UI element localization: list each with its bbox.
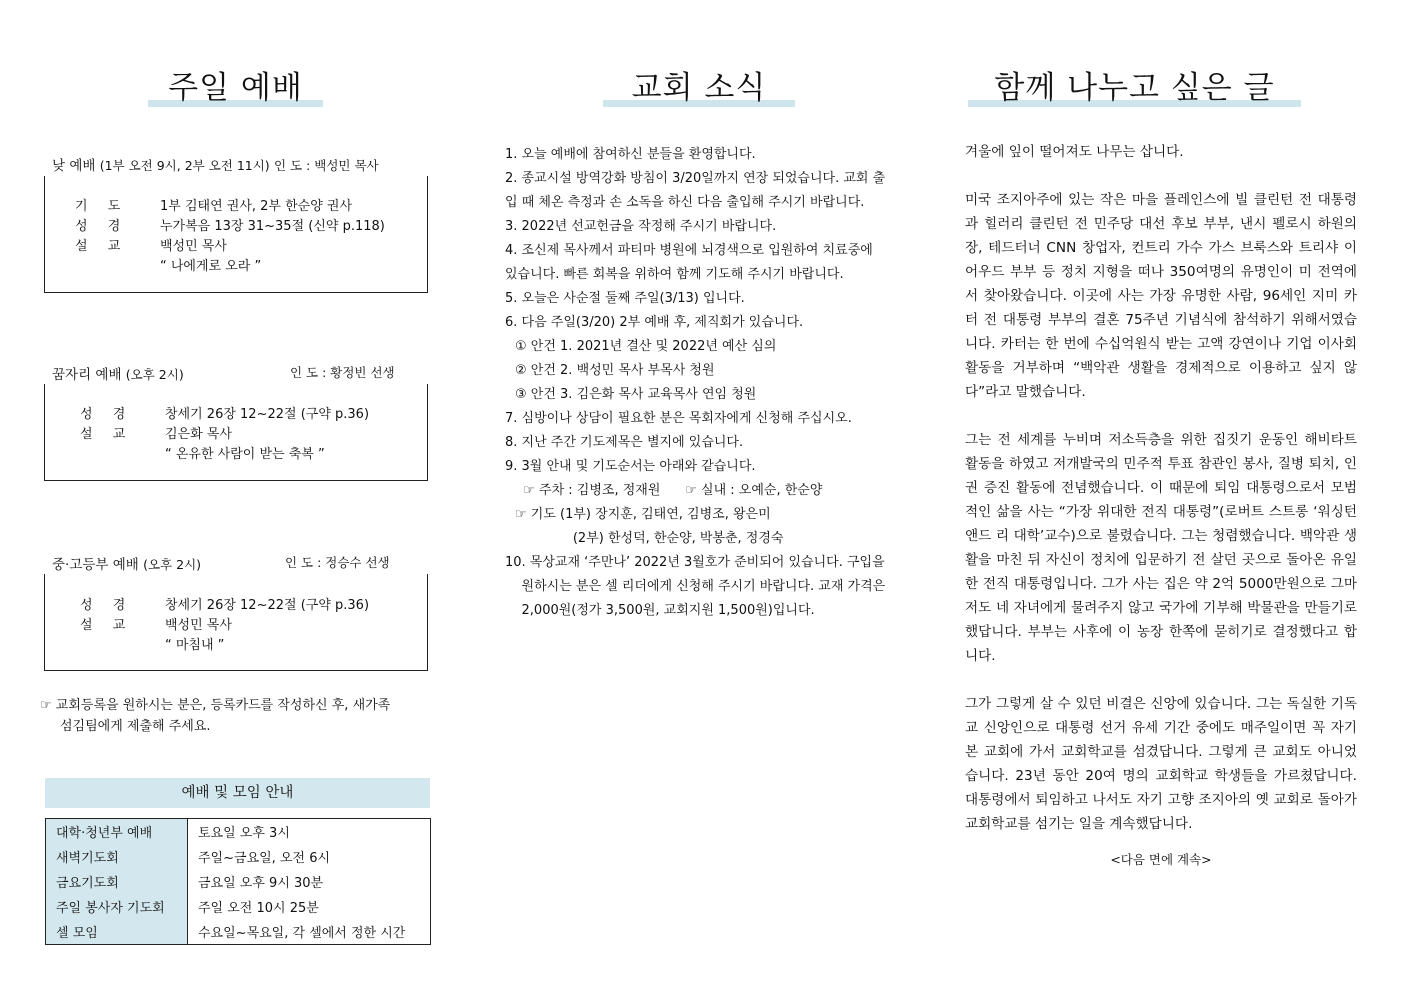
share-article — [965, 140, 1357, 872]
list-item: 2. 종교시설 방역강화 방침이 3/20일까지 연장 되었습니다. 교회 출 — [505, 171, 886, 186]
table-row — [46, 869, 431, 894]
guide-name: 새벽기도회 — [46, 844, 188, 869]
list-item: 9. 3월 안내 및 기도순서는 아래와 같습니다. — [505, 459, 756, 474]
list-item: ② 안건 2. 백성민 목사 부목사 청원 — [515, 363, 715, 378]
guide-name: 대학·청년부 예배 — [46, 819, 188, 845]
list-item: 6. 다음 주일(3/20) 2부 예배 후, 제직회가 있습니다. — [505, 315, 804, 330]
guide-name: 금요기도회 — [46, 869, 188, 894]
day-sermon-title: “ 나에게로 오라 ” — [160, 259, 262, 274]
registration-notice — [40, 695, 440, 737]
notice-line-1: ☞ 교회등록을 원하시는 분은, 등록카드를 작성하신 후, 새가족 — [40, 698, 391, 713]
guide-name: 주일 봉사자 기도회 — [46, 894, 188, 919]
list-item: 3. 2022년 선교헌금을 작정해 주시기 바랍니다. — [505, 219, 777, 234]
worship-heading — [148, 62, 323, 107]
list-item: 1. 오늘 예배에 참여하신 분들을 환영합니다. — [505, 147, 756, 162]
notice-line-2: 섬김팀에게 제출해 주세요. — [60, 719, 211, 734]
guide-time: 토요일 오후 3시 — [188, 819, 431, 845]
kids-scripture-label: 성 경 — [80, 407, 134, 422]
day-sermon-label: 설 교 — [75, 239, 129, 254]
list-item: ③ 안건 3. 김은화 목사 교육목사 연임 청원 — [515, 387, 757, 402]
list-item: 원하시는 분은 셀 리더에게 신청해 주시기 바랍니다. 교재 가격은 — [505, 579, 886, 594]
guide-name: 셀 모임 — [46, 919, 188, 945]
table-row — [46, 894, 431, 919]
list-item: 7. 심방이나 상담이 필요한 분은 목회자에게 신청해 주십시오. — [505, 411, 852, 426]
guide-title: 예배 및 모임 안내 — [45, 778, 430, 808]
list-item: 2,000원(정가 3,500원, 교회지원 1,500원)입니다. — [505, 603, 815, 618]
table-row — [46, 819, 431, 845]
list-item: 8. 지난 주간 기도제목은 별지에 있습니다. — [505, 435, 744, 450]
kids-sermon-title: “ 온유한 사람이 받는 축복 ” — [165, 447, 325, 462]
table-row — [46, 844, 431, 869]
day-sermon-value: 백성민 목사 — [160, 239, 227, 254]
share-paragraph: 미국 조지아주에 있는 작은 마을 플레인스에 빌 클린턴 전 대통령과 힐러리 클린턴 전 민주당 대선 후보 부부, 낸시 펠로시 하원의장, 테드터너 CNN 창업자, 컨트리 가수 가스 브룩스와 트리샤 이어우드 부부 등 정치 지형을 떠나 350여명의 유명인이 미 전역에서 찾아왔습니다. 이곳에 사는 가장 유명한 사람, 96세인 지미 카터 전 대통령 부부의 결혼 75주년 기념식에 참석하기 위해서였습니다. 카터는 한 번에 수십억원식 받는 고액 강연이나 기업 이사회 활동을 거부하며 “백악관 생활을 경제적으로 이용하고 싶지 않다”라고 말했습니다. — [965, 192, 1357, 400]
kids-scripture-value: 창세기 26장 12~22절 (구약 p.36) — [165, 407, 370, 422]
news-list — [505, 143, 900, 623]
kids-sermon-label: 설 교 — [80, 427, 134, 442]
youth-service-title: 중·고등부 예배 (오후 2시) 인 도 : 정승수 선생 — [52, 555, 390, 573]
continued-note: <다음 면에 계속> — [1110, 852, 1212, 867]
list-item: 4. 조신제 목사께서 파티마 병원에 뇌경색으로 입원하여 치료중에 — [505, 243, 873, 258]
share-paragraph: 그가 그렇게 살 수 있던 비결은 신앙에 있습니다. 그는 독실한 기독교 신앙인으로 대통령 선거 유세 기간 중에도 매주일이면 꼭 자기 본 교회에 가서 교회학교를 섬겼답니다. 그렇게 큰 교회도 아니었습니다. 23년 동안 20여 명의 교회학교 학생들을 가르쳤답니다. 대통령에서 퇴임하고 나서도 자기 고향 조지아의 옛 교회로 돌아가 교회학교를 섬기는 일을 계속했답니다. — [965, 696, 1357, 832]
list-item: ☞ 주차 : 김병조, 정재원 ☞ 실내 : 오예순, 한순양 — [515, 483, 823, 498]
list-item: ☞ 기도 (1부) 장지훈, 김태연, 김병조, 왕은미 — [515, 507, 771, 522]
table-row — [46, 919, 431, 945]
youth-scripture-value: 창세기 26장 12~22절 (구약 p.36) — [165, 598, 370, 613]
kids-service-title: 꿈자리 예배 (오후 2시) 인 도 : 황정빈 선생 — [52, 365, 395, 383]
youth-scripture-label: 성 경 — [80, 598, 134, 613]
list-item: 5. 오늘은 사순절 둘째 주일(3/13) 입니다. — [505, 291, 745, 306]
youth-sermon-value: 백성민 목사 — [165, 618, 232, 633]
youth-sermon-title: “ 마침내 ” — [165, 638, 225, 653]
youth-sermon-label: 설 교 — [80, 618, 134, 633]
list-item: ① 안건 1. 2021년 결산 및 2022년 예산 심의 — [515, 339, 777, 354]
guide-time: 주일~금요일, 오전 6시 — [188, 844, 431, 869]
guide-time: 주일 오전 10시 25분 — [188, 894, 431, 919]
guide-time: 금요일 오후 9시 30분 — [188, 869, 431, 894]
share-paragraph: 겨울에 잎이 떨어져도 나무는 삽니다. — [965, 144, 1184, 160]
share-paragraph: 그는 전 세계를 누비며 저소득층을 위한 집짓기 운동인 해비타트 활동을 하였고 저개발국의 민주적 투표 참관인 봉사, 질병 퇴치, 인권 증진 활동에 전념했습니다. 이 때문에 퇴임 대통령으로서 모범적인 삶을 사는 “가장 위대한 전직 대통령”(로버트 스트롱 ‘워싱턴 앤드 리 대학’교수)으로 불렸습니다. 그는 청렴했습니다. 백악관 생활을 마친 뒤 자신이 정치에 입문하기 전 살던 곳으로 돌아온 유일한 전직 대통령입니다. 그가 사는 집은 약 2억 5000만원으로 그마저도 네 자녀에게 물려주지 않고 국가에 기부해 박물관을 만들기로 했답니다. 부부는 사후에 이 농장 한쪽에 묻히기로 결정했다고 합니다. — [965, 432, 1357, 664]
guide-time: 수요일~목요일, 각 셀에서 정한 시간 — [188, 919, 431, 945]
day-service-title: 낮 예배 (1부 오전 9시, 2부 오전 11시) 인 도 : 백성민 목사 — [52, 158, 379, 174]
news-heading-text: 교회 소식 — [631, 70, 767, 106]
share-heading-text: 함께 나누고 싶은 글 — [994, 70, 1275, 106]
list-item: 10. 목상교재 ‘주만나’ 2022년 3월호가 준비되어 있습니다. 구입을 — [505, 555, 885, 570]
list-item: 있습니다. 빠른 회복을 위하여 함께 기도해 주시기 바랍니다. — [505, 267, 844, 282]
share-heading — [968, 62, 1301, 107]
kids-sermon-value: 김은화 목사 — [165, 427, 232, 442]
day-scripture-value: 누가복음 13장 31~35절 (신약 p.118) — [160, 219, 385, 234]
guide-table — [45, 818, 431, 945]
worship-heading-text: 주일 예배 — [168, 70, 303, 106]
day-prayer-label: 기 도 — [75, 199, 129, 214]
day-prayer-value: 1부 김태연 권사, 2부 한순양 권사 — [160, 199, 353, 214]
day-scripture-label: 성 경 — [75, 219, 129, 234]
list-item: (2부) 한성덕, 한순양, 박봉춘, 정경숙 — [515, 531, 784, 546]
list-item: 입 때 체온 측정과 손 소독을 하신 다음 출입해 주시기 바랍니다. — [505, 195, 865, 210]
